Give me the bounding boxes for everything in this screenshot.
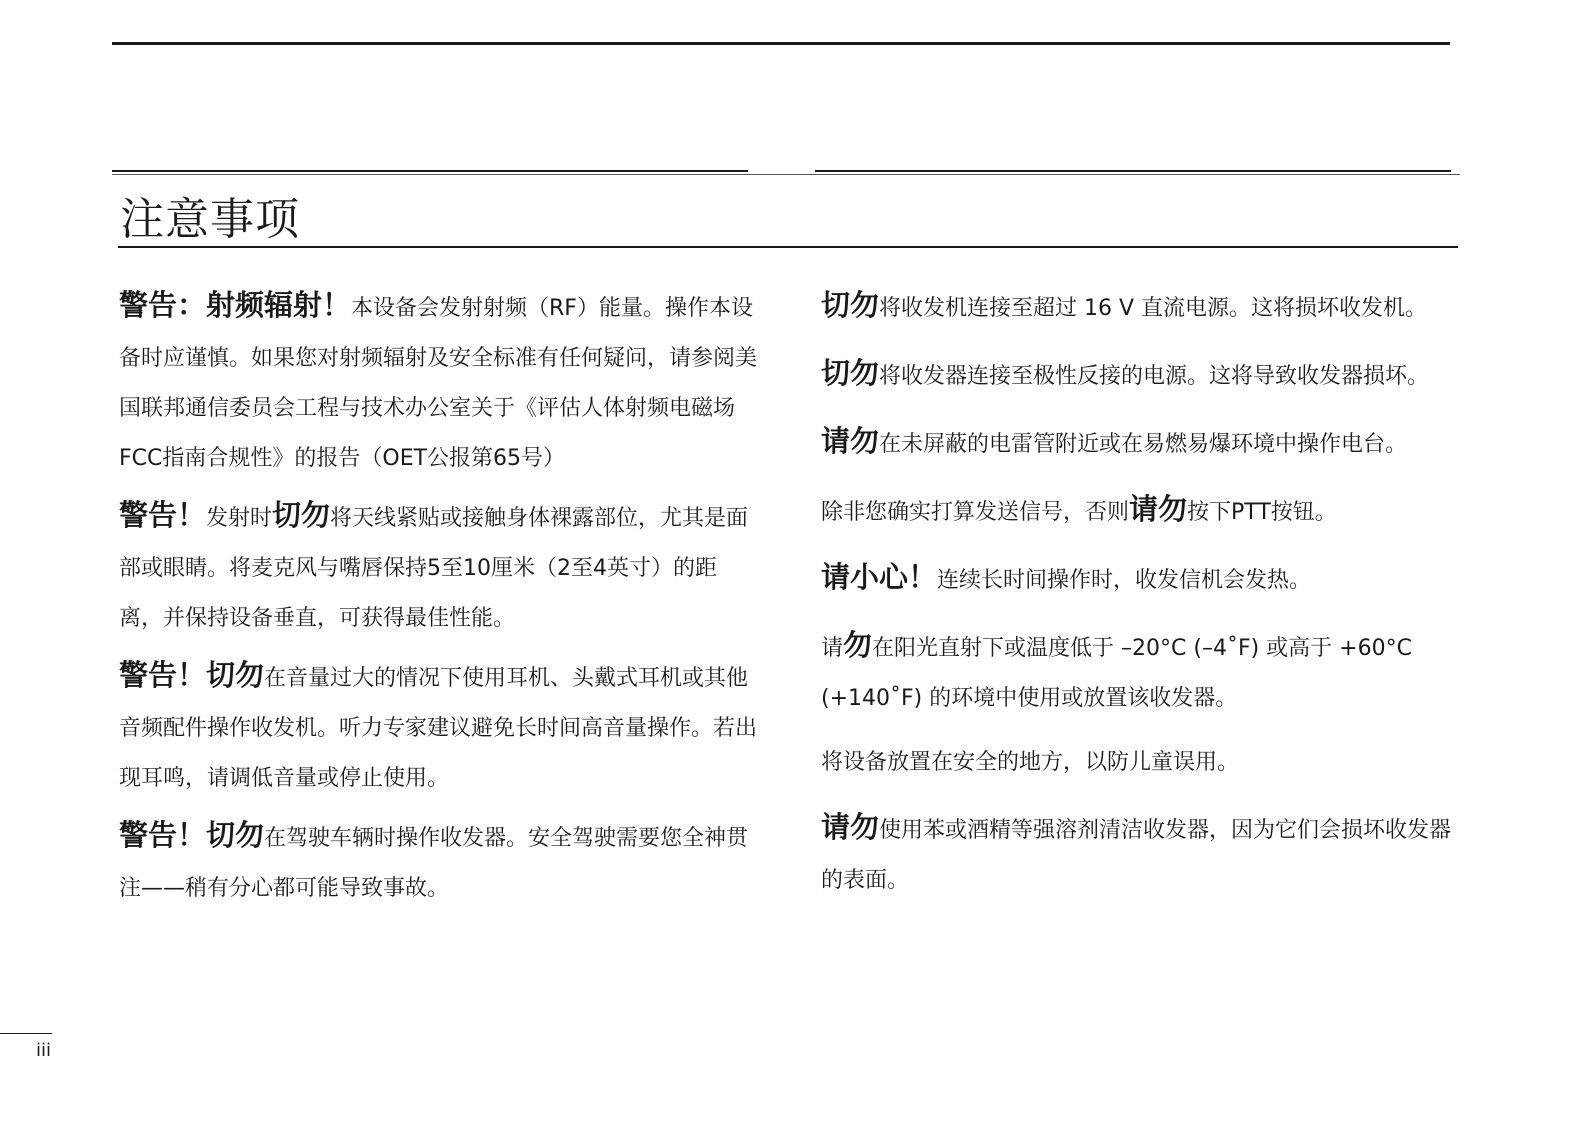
prohibit-keyword: 请勿 (1129, 492, 1188, 526)
page-number: iii (36, 1040, 52, 1061)
warning-keyword: 警告：射频辐射！ (119, 288, 352, 322)
caution-text: 请 (821, 636, 844, 661)
warning-text: 在驾驶车辆时操作收发器。安全驾驶需要您全神贯注——稍有分心都可能导致事故。 (119, 826, 749, 901)
volume-warning (119, 650, 759, 804)
prohibit-keyword: 切勿 (206, 818, 265, 852)
left-column (119, 280, 759, 914)
section-rule-left (112, 170, 748, 172)
caution-text: 将收发器连接至极性反接的电源。这将导致收发器损坏。 (879, 364, 1430, 389)
warning-text: 将天线紧贴或接触身体裸露部位，尤其是面部或眼睛。将麦克风与嘴唇保持5至10厘米（2至4英寸）的距离，并保持设备垂直，可获得最佳性能。 (119, 506, 749, 631)
polarity-caution (821, 348, 1461, 402)
caution-text: 在未屏蔽的电雷管附近或在易燃易爆环境中操作电台。 (879, 432, 1408, 457)
warning-keyword: 警告！ (119, 498, 207, 532)
prohibit-keyword: 请勿 (821, 424, 880, 458)
warning-keyword: 警告！ (119, 658, 207, 692)
antenna-warning (119, 490, 759, 644)
prohibit-keyword: 请勿 (821, 810, 880, 844)
top-rule (112, 42, 1450, 45)
caution-text: 将收发机连接至超过 16 V 直流电源。这将损坏收发机。 (879, 296, 1428, 321)
title-rule (118, 246, 1458, 248)
prohibit-keyword: 切勿 (821, 288, 880, 322)
children-caution (821, 738, 1461, 788)
caution-text: 连续长时间操作时，收发信机会发热。 (937, 568, 1312, 593)
heat-caution (821, 552, 1461, 606)
caution-text: 在阳光直射下或温度低于 –20°C (–4˚F) 或高于 +60°C (+140˚F) 的环境中使用或放置该收发器。 (821, 636, 1412, 711)
prohibit-keyword: 勿 (843, 628, 873, 662)
temperature-caution (821, 620, 1461, 724)
warning-text: 在音量过大的情况下使用耳机、头戴式耳机或其他音频配件操作收发机。听力专家建议避免长时间高音量操作。若出现耳鸣，请调低音量或停止使用。 (119, 666, 758, 791)
footer-rule (0, 1033, 52, 1034)
warning-text: 发射时 (206, 506, 273, 531)
careful-keyword: 请小心！ (821, 560, 938, 594)
caution-text: 除非您确实打算发送信号，否则 (821, 500, 1130, 525)
section-rule-right (815, 170, 1451, 172)
page-title: 注意事项 (120, 194, 300, 245)
section-rule-thin (112, 174, 1460, 175)
right-column (821, 280, 1461, 906)
warning-text: 本设备会发射射频（RF）能量。操作本设备时应谨慎。如果您对射频辐射及安全标准有任何疑问，请参阅美国联邦通信委员会工程与技术办公室关于《评估人体射频电磁场FCC指南合规性》的报告（OET公报第65号） (119, 296, 758, 471)
caution-text: 按下PTT按钮。 (1187, 500, 1337, 525)
explosive-caution (821, 416, 1461, 470)
power-caution (821, 280, 1461, 334)
caution-text: 将设备放置在安全的地方，以防儿童误用。 (821, 750, 1240, 775)
prohibit-keyword: 切勿 (206, 658, 265, 692)
driving-warning (119, 810, 759, 914)
rf-warning (119, 280, 759, 484)
warning-keyword: 警告！ (119, 818, 207, 852)
caution-text: 使用苯或酒精等强溶剂清洁收发器，因为它们会损坏收发器的表面。 (821, 818, 1452, 893)
prohibit-keyword: 切勿 (821, 356, 880, 390)
prohibit-keyword: 切勿 (272, 498, 331, 532)
ptt-caution (821, 484, 1461, 538)
cleaning-caution (821, 802, 1461, 906)
